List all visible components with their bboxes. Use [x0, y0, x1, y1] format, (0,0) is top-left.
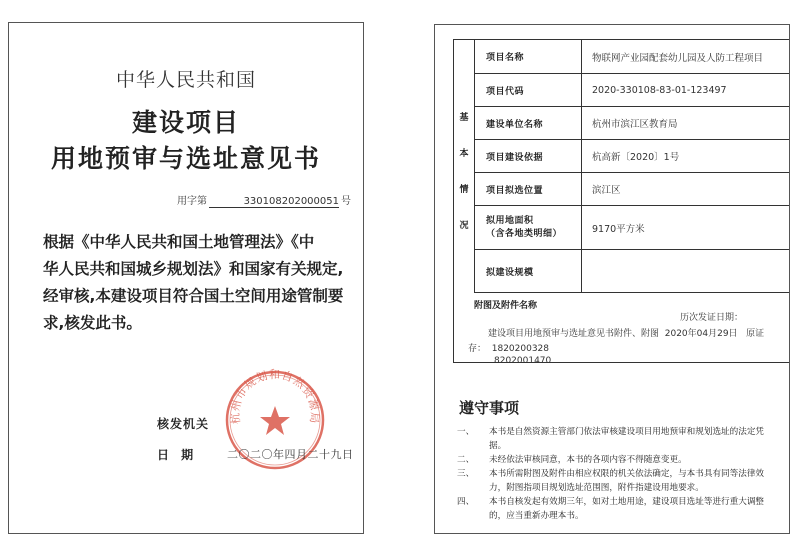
permit-number-line: [177, 192, 351, 208]
attachments-label: 附图及附件名称: [474, 301, 538, 311]
proposed-location-value: 滨江区: [592, 185, 621, 196]
attachment-issue-date: 2020年04月29日: [664, 329, 738, 339]
table-row: [474, 107, 789, 140]
notice-number: 二、: [457, 455, 475, 465]
table-row: [474, 206, 789, 250]
side-label-char: 况: [459, 221, 469, 231]
construction-basis-label: 项目建设依据: [474, 140, 582, 172]
permit-suffix: 号: [341, 196, 351, 207]
developer-value: 杭州市滨江区教育局: [592, 119, 678, 130]
proposed-location-label: 项目拟选位置: [474, 173, 582, 205]
side-label-char: 本: [459, 149, 469, 159]
construction-scale-value: [584, 250, 785, 292]
archive-stamp: [468, 341, 549, 354]
notice-number: 三、: [457, 469, 475, 479]
notice-text: 本书是自然资源主管部门依法审核建设项目用地预审和规划选址的法定凭据。: [489, 427, 765, 451]
basic-info-table: [453, 39, 789, 366]
table-row: [474, 40, 789, 74]
list-item: [457, 467, 781, 495]
construction-scale-label: 拟建设规模: [474, 250, 582, 292]
land-area-label-line-1: 拟用地面积: [486, 215, 534, 226]
table-row: [474, 250, 789, 293]
issuance-history-label: 历次发证日期：: [680, 313, 744, 323]
seal-star-icon: [260, 406, 290, 435]
notice-text: 本书自核发起有效期三年，如对土地用途，建设项目选址等进行重大调整的，应当重新办理本书。: [489, 497, 765, 521]
notice-list: [457, 425, 781, 523]
statement-line: 经审核,本建设项目符合国土空间用途管制要: [43, 287, 344, 305]
project-code-label: 项目代码: [474, 74, 582, 106]
table-row: [474, 74, 789, 107]
project-name-value: 物联网产业园配套幼儿园及人防工程项目: [592, 52, 764, 64]
side-label-char: 基: [459, 113, 469, 123]
issue-date-label: 日 期: [157, 448, 198, 462]
table-row: [474, 173, 789, 206]
list-item: [457, 495, 781, 523]
construction-basis-value: 杭高新〔2020〕1号: [592, 152, 680, 163]
project-code-value: 2020-330108-83-01-123497: [592, 84, 727, 96]
certificate-details-page: [434, 24, 790, 534]
seal-text: 杭州市规划和自然资源局: [228, 368, 322, 425]
document-title-line-1: 建设项目: [131, 108, 240, 137]
basic-info-side-label: [454, 40, 475, 292]
statement-line: 华人民共和国城乡规划法》和国家有关规定,: [43, 260, 344, 278]
list-item: [457, 425, 781, 453]
attachment-name: 建设项目用地预审与选址意见书附件、附图: [488, 329, 660, 339]
list-item: [457, 453, 781, 467]
statement-line: 求,核发此书。: [43, 314, 142, 332]
authorization-statement: [43, 229, 355, 337]
notice-number: 四、: [457, 497, 475, 507]
archive-number-2: 8202001470: [494, 356, 552, 366]
attachment-entry: [488, 326, 764, 339]
developer-label: 建设单位名称: [474, 107, 582, 139]
archive-stamp-label: 存：: [468, 344, 487, 354]
issuing-authority-label: 核发机关: [157, 417, 210, 431]
notice-text: 本书所需附图及附件由相应权限的机关依法确定，与本书具有同等法律效力，附图指项目规划选址范围图，附件指建设用地要求。: [489, 469, 765, 493]
project-name-label: 项目名称: [474, 40, 582, 73]
land-area-label: [474, 206, 582, 249]
document-title-line-2: 用地预审与选址意见书: [50, 144, 321, 173]
certificate-cover-page: [8, 22, 364, 534]
side-label-char: 情: [459, 185, 469, 195]
land-area-label-line-2: （含各地类明细）: [486, 228, 563, 239]
issue-date-value: 二〇二〇年四月二十九日: [227, 448, 354, 461]
notice-number: 一、: [457, 427, 475, 437]
notice-heading: 遵守事项: [459, 399, 520, 417]
permit-prefix: 用字第: [177, 196, 207, 207]
statement-line: 根据《中华人民共和国土地管理法》《中: [43, 233, 315, 251]
land-area-value: 9170平方米: [592, 223, 645, 235]
archive-number-1: 1820200328: [491, 344, 550, 354]
original-certificate-label: 原证: [746, 329, 765, 339]
country-name: 中华人民共和国: [115, 69, 256, 91]
table-row: [474, 140, 789, 173]
permit-number: 330108202000051: [209, 196, 339, 208]
notice-text: 未经依法审核同意，本书的各项内容不得随意变更。: [489, 455, 687, 465]
